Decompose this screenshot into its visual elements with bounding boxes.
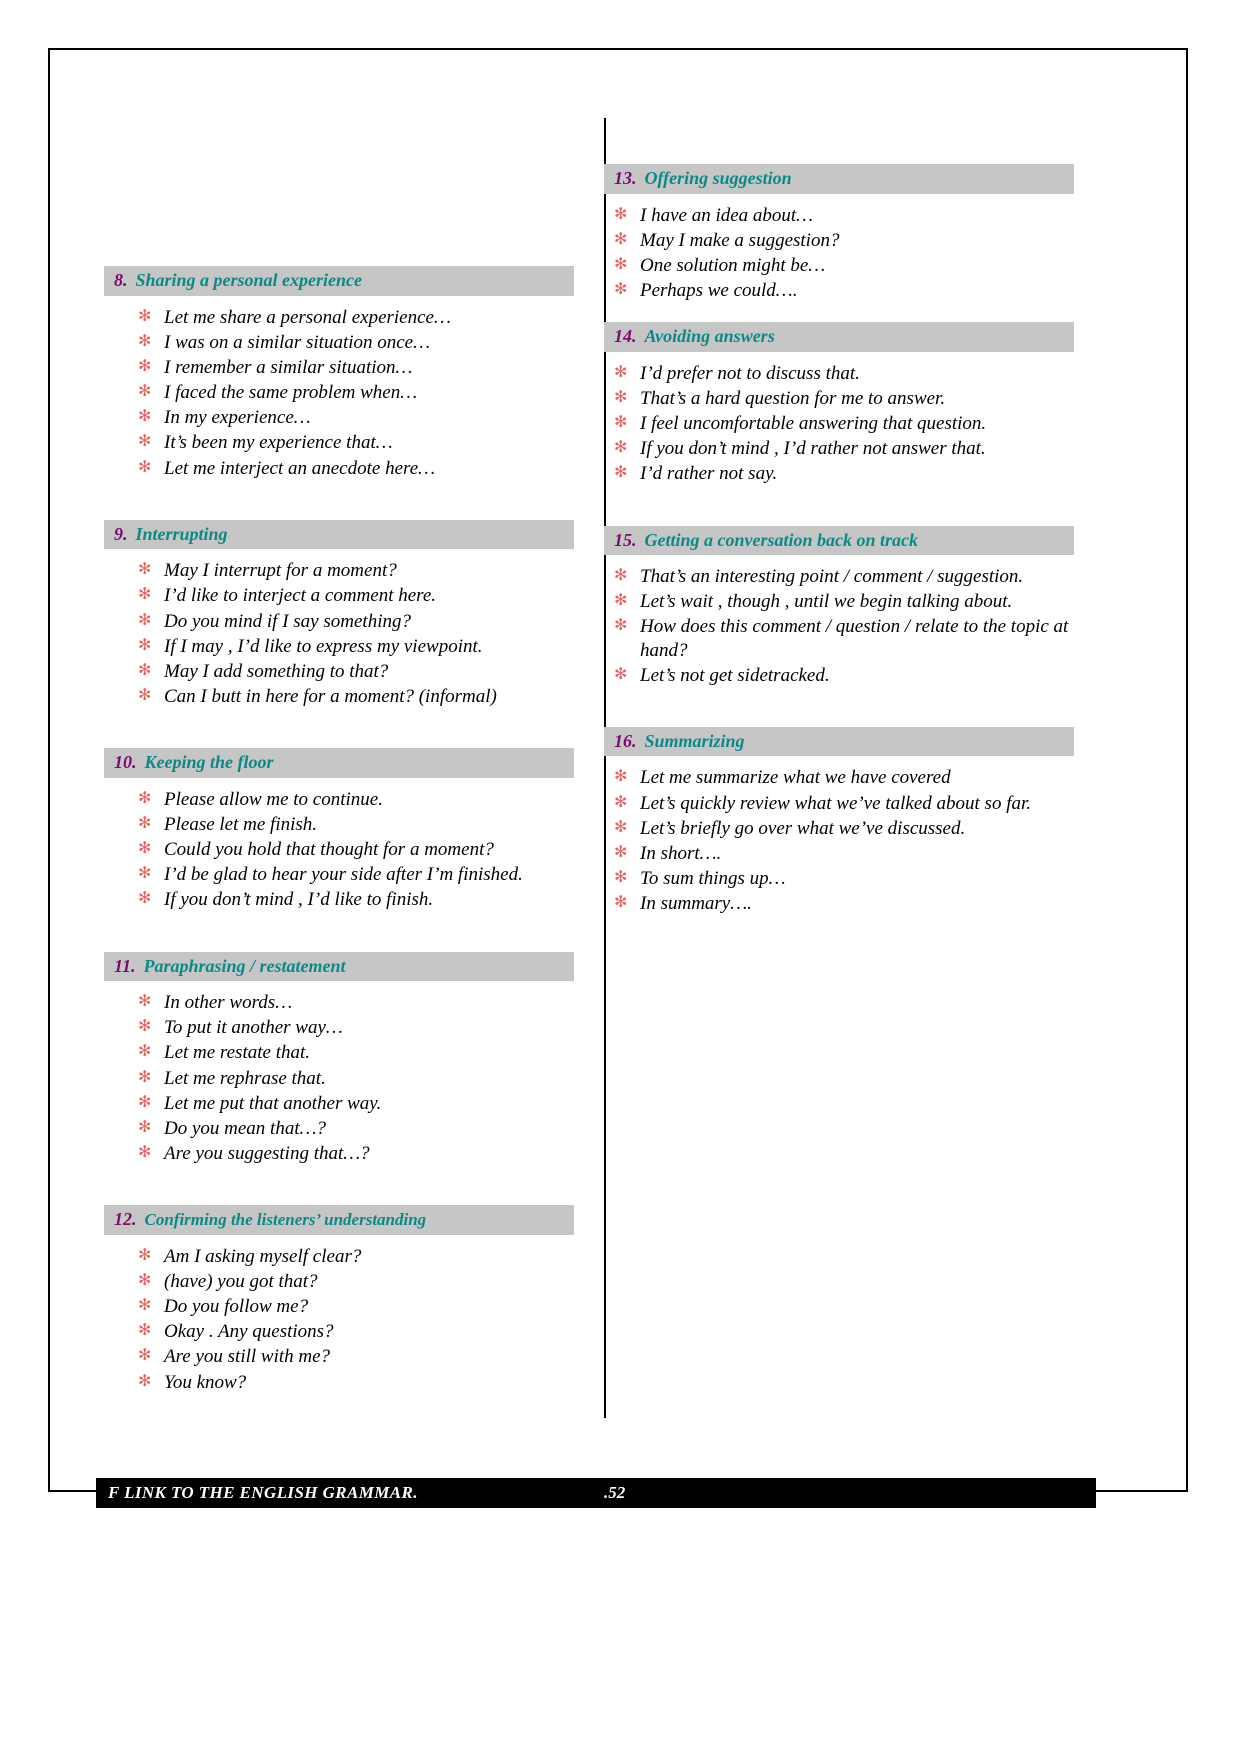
list-item — [138, 635, 574, 658]
asterisk-icon: ✻ — [138, 307, 152, 325]
asterisk-icon: ✻ — [138, 1093, 152, 1111]
asterisk-icon: ✻ — [138, 1144, 152, 1162]
phrase-text: I’d rather not say. — [640, 463, 778, 485]
section-number: 8. — [114, 270, 128, 290]
list-item — [614, 842, 1074, 865]
phrase-text: I’d be glad to hear your side after I’m finished. — [164, 864, 523, 886]
list-item — [614, 412, 1074, 435]
spacer — [104, 714, 574, 748]
phrase-text: Let me share a personal experience… — [164, 306, 451, 328]
asterisk-icon: ✻ — [614, 843, 628, 861]
list-item — [614, 462, 1074, 485]
left-column — [104, 48, 574, 1400]
section-heading — [604, 727, 1074, 757]
section-title: Avoiding answers — [644, 326, 775, 347]
asterisk-icon: ✻ — [614, 793, 628, 811]
section-title: Getting a conversation back on track — [644, 529, 918, 550]
section-heading — [104, 1205, 574, 1235]
list-item — [138, 1142, 574, 1165]
phrase-text: If I may , I’d like to express my viewpoint. — [164, 635, 483, 657]
spacer — [104, 918, 574, 952]
list-item — [614, 664, 1074, 687]
phrase-text: I feel uncomfortable answering that question. — [640, 413, 987, 435]
section-interrupting — [104, 520, 574, 709]
list-item — [614, 437, 1074, 460]
asterisk-icon: ✻ — [138, 433, 152, 451]
section-title: Interrupting — [135, 523, 228, 544]
phrase-text: Let’s quickly review what we’ve talked about so far. — [640, 792, 1032, 814]
phrase-text: If you don’t mind , I’d like to finish. — [164, 889, 434, 911]
list-item — [138, 356, 574, 379]
phrase-text: Are you suggesting that…? — [164, 1143, 370, 1165]
phrase-text: To sum things up… — [640, 868, 786, 890]
asterisk-icon: ✻ — [138, 687, 152, 705]
asterisk-icon: ✻ — [138, 586, 152, 604]
left-column-top-spacer — [104, 48, 574, 266]
right-column — [604, 48, 1074, 921]
asterisk-icon: ✻ — [614, 281, 628, 299]
list-item — [138, 381, 574, 404]
page-columns — [48, 48, 1188, 1492]
footer-title: F LINK TO THE ENGLISH GRAMMAR. — [108, 1483, 418, 1502]
phrase-text: Please allow me to continue. — [164, 788, 383, 810]
list-item — [138, 991, 574, 1014]
phrase-text: I faced the same problem when… — [164, 382, 418, 404]
asterisk-icon: ✻ — [138, 789, 152, 807]
section-sharing-a-personal-experience — [104, 266, 574, 480]
asterisk-icon: ✻ — [138, 1118, 152, 1136]
list-item — [138, 559, 574, 582]
list-item — [138, 1245, 574, 1268]
section-title: Offering suggestion — [644, 168, 792, 188]
asterisk-icon: ✻ — [614, 665, 628, 683]
asterisk-icon: ✻ — [138, 332, 152, 350]
section-number: 15. — [614, 529, 637, 550]
list-item — [138, 1041, 574, 1064]
section-number: 14. — [614, 326, 637, 347]
phrase-list — [104, 306, 574, 480]
section-heading — [604, 322, 1074, 352]
section-title: Sharing a personal experience — [135, 270, 363, 290]
spacer — [604, 693, 1074, 727]
asterisk-icon: ✻ — [614, 230, 628, 248]
asterisk-icon: ✻ — [138, 458, 152, 476]
phrase-text: I’d like to interject a comment here. — [164, 585, 437, 607]
spacer — [604, 308, 1074, 322]
list-item — [138, 813, 574, 836]
phrase-text: Do you mind if I say something? — [164, 610, 411, 632]
phrase-text: In my experience… — [164, 407, 311, 429]
asterisk-icon: ✻ — [614, 567, 628, 585]
phrase-text: Perhaps we could…. — [640, 280, 798, 302]
section-number: 16. — [614, 730, 637, 751]
asterisk-icon: ✻ — [138, 814, 152, 832]
right-column-top-spacer — [604, 48, 1074, 164]
section-paraphrasing-restatement — [104, 952, 574, 1166]
list-item — [138, 1320, 574, 1343]
asterisk-icon: ✻ — [138, 408, 152, 426]
list-item — [614, 565, 1074, 588]
list-item — [138, 457, 574, 480]
section-getting-a-conversation-back-on-track — [604, 526, 1074, 687]
phrase-text: I remember a similar situation… — [164, 356, 413, 378]
asterisk-icon: ✻ — [614, 439, 628, 457]
asterisk-icon: ✻ — [614, 768, 628, 786]
phrase-text: I was on a similar situation once… — [164, 331, 431, 353]
asterisk-icon: ✻ — [138, 1043, 152, 1061]
section-heading — [104, 952, 574, 982]
section-number: 10. — [114, 752, 137, 773]
asterisk-icon: ✻ — [614, 818, 628, 836]
phrase-list — [104, 788, 574, 912]
section-heading — [604, 164, 1074, 194]
phrase-text: May I make a suggestion? — [640, 229, 840, 251]
asterisk-icon: ✻ — [138, 561, 152, 579]
phrase-text: One solution might be… — [640, 254, 826, 276]
asterisk-icon: ✻ — [138, 1018, 152, 1036]
asterisk-icon: ✻ — [138, 993, 152, 1011]
list-item — [614, 817, 1074, 840]
section-title: Confirming the listeners’ understanding — [144, 1210, 427, 1230]
list-item — [138, 1345, 574, 1368]
list-item — [614, 254, 1074, 277]
phrase-text: To put it another way… — [164, 1017, 343, 1039]
asterisk-icon: ✻ — [138, 661, 152, 679]
list-item — [614, 204, 1074, 227]
list-item — [614, 229, 1074, 252]
asterisk-icon: ✻ — [614, 592, 628, 610]
list-item — [138, 1295, 574, 1318]
section-heading — [104, 266, 574, 296]
phrase-text: How does this comment / question / relate to the topic at hand? — [640, 616, 1069, 661]
section-avoiding-answers — [604, 322, 1074, 485]
list-item — [138, 788, 574, 811]
list-item — [138, 863, 574, 886]
list-item — [138, 1067, 574, 1090]
phrase-text: In other words… — [164, 992, 293, 1014]
phrase-text: If you don’t mind , I’d rather not answer that. — [640, 438, 986, 460]
phrase-text: Please let me finish. — [164, 813, 318, 835]
phrase-list — [604, 362, 1074, 486]
asterisk-icon: ✻ — [138, 890, 152, 908]
list-item — [614, 892, 1074, 915]
asterisk-icon: ✻ — [614, 464, 628, 482]
phrase-text: It’s been my experience that… — [164, 432, 393, 454]
list-item — [138, 888, 574, 911]
asterisk-icon: ✻ — [614, 414, 628, 432]
asterisk-icon: ✻ — [614, 255, 628, 273]
list-item — [614, 590, 1074, 613]
section-number: 12. — [114, 1209, 137, 1230]
phrase-text: Are you still with me? — [164, 1346, 331, 1368]
phrase-text: Am I asking myself clear? — [164, 1245, 362, 1267]
phrase-text: I have an idea about… — [640, 204, 814, 226]
asterisk-icon: ✻ — [138, 865, 152, 883]
asterisk-icon: ✻ — [138, 611, 152, 629]
list-item — [138, 331, 574, 354]
list-item — [138, 584, 574, 607]
asterisk-icon: ✻ — [138, 1347, 152, 1365]
list-item — [138, 1092, 574, 1115]
spacer — [104, 486, 574, 520]
asterisk-icon: ✻ — [614, 205, 628, 223]
list-item — [614, 792, 1074, 815]
spacer — [104, 1171, 574, 1205]
section-offering-suggestion — [604, 164, 1074, 302]
asterisk-icon: ✻ — [138, 383, 152, 401]
section-confirming-the-listeners-understanding — [104, 1205, 574, 1394]
list-item — [138, 660, 574, 683]
phrase-text: Okay . Any questions? — [164, 1321, 334, 1343]
asterisk-icon: ✻ — [138, 636, 152, 654]
asterisk-icon: ✻ — [138, 1322, 152, 1340]
phrase-text: Can I butt in here for a moment? (informal) — [164, 686, 497, 708]
list-item — [138, 1371, 574, 1394]
phrase-text: In short…. — [640, 842, 722, 864]
section-number: 9. — [114, 523, 128, 544]
list-item — [138, 306, 574, 329]
phrase-text: I’d prefer not to discuss that. — [640, 362, 860, 384]
section-number: 11. — [114, 955, 136, 976]
section-summarizing — [604, 727, 1074, 916]
list-item — [614, 362, 1074, 385]
asterisk-icon: ✻ — [138, 1297, 152, 1315]
section-heading — [104, 520, 574, 550]
list-item — [614, 387, 1074, 410]
list-item — [138, 431, 574, 454]
phrase-text: In summary…. — [640, 893, 752, 915]
phrase-text: That’s a hard question for me to answer. — [640, 387, 946, 409]
list-item — [614, 279, 1074, 302]
section-title: Summarizing — [644, 730, 745, 751]
asterisk-icon: ✻ — [138, 1372, 152, 1390]
asterisk-icon: ✻ — [138, 1246, 152, 1264]
asterisk-icon: ✻ — [614, 388, 628, 406]
phrase-text: That’s an interesting point / comment / suggestion. — [640, 566, 1024, 588]
phrase-text: (have) you got that? — [164, 1270, 318, 1292]
list-item — [138, 685, 574, 708]
phrase-text: Do you follow me? — [164, 1296, 309, 1318]
phrase-text: Let’s not get sidetracked. — [640, 664, 830, 686]
asterisk-icon: ✻ — [614, 869, 628, 887]
phrase-text: Let’s wait , though , until we begin talking about. — [640, 591, 1013, 613]
phrase-text: You know? — [164, 1371, 247, 1393]
spacer — [604, 492, 1074, 526]
asterisk-icon: ✻ — [138, 357, 152, 375]
asterisk-icon: ✻ — [614, 894, 628, 912]
phrase-list — [104, 1245, 574, 1394]
phrase-text: May I interrupt for a moment? — [164, 560, 397, 582]
list-item — [138, 1117, 574, 1140]
section-number: 13. — [614, 168, 637, 188]
list-item — [614, 867, 1074, 890]
footer-page-number: .52 — [604, 1483, 626, 1502]
phrase-list — [604, 204, 1074, 303]
list-item — [138, 406, 574, 429]
asterisk-icon: ✻ — [614, 363, 628, 381]
phrase-text: May I add something to that? — [164, 660, 389, 682]
phrase-text: Let me restate that. — [164, 1042, 310, 1064]
section-heading — [104, 748, 574, 778]
phrase-text: Let me rephrase that. — [164, 1067, 326, 1089]
section-heading — [604, 526, 1074, 556]
list-item — [614, 766, 1074, 789]
phrase-text: Do you mean that…? — [164, 1117, 327, 1139]
section-title: Paraphrasing / restatement — [143, 955, 346, 976]
asterisk-icon: ✻ — [138, 1068, 152, 1086]
section-keeping-the-floor — [104, 748, 574, 911]
list-item — [138, 1016, 574, 1039]
list-item — [138, 838, 574, 861]
list-item — [614, 615, 1074, 661]
phrase-text: Let me summarize what we have covered — [640, 767, 951, 789]
phrase-text: Could you hold that thought for a moment? — [164, 839, 494, 861]
phrase-list — [604, 766, 1074, 915]
phrase-list — [104, 991, 574, 1165]
list-item — [138, 610, 574, 633]
phrase-list — [604, 565, 1074, 687]
asterisk-icon: ✻ — [614, 617, 628, 635]
phrase-text: Let me put that another way. — [164, 1092, 382, 1114]
section-title: Keeping the floor — [144, 752, 274, 773]
asterisk-icon: ✻ — [138, 840, 152, 858]
phrase-text: Let’s briefly go over what we’ve discussed. — [640, 817, 966, 839]
phrase-text: Let me interject an anecdote here… — [164, 457, 436, 479]
phrase-list — [104, 559, 574, 708]
list-item — [138, 1270, 574, 1293]
asterisk-icon: ✻ — [138, 1271, 152, 1289]
